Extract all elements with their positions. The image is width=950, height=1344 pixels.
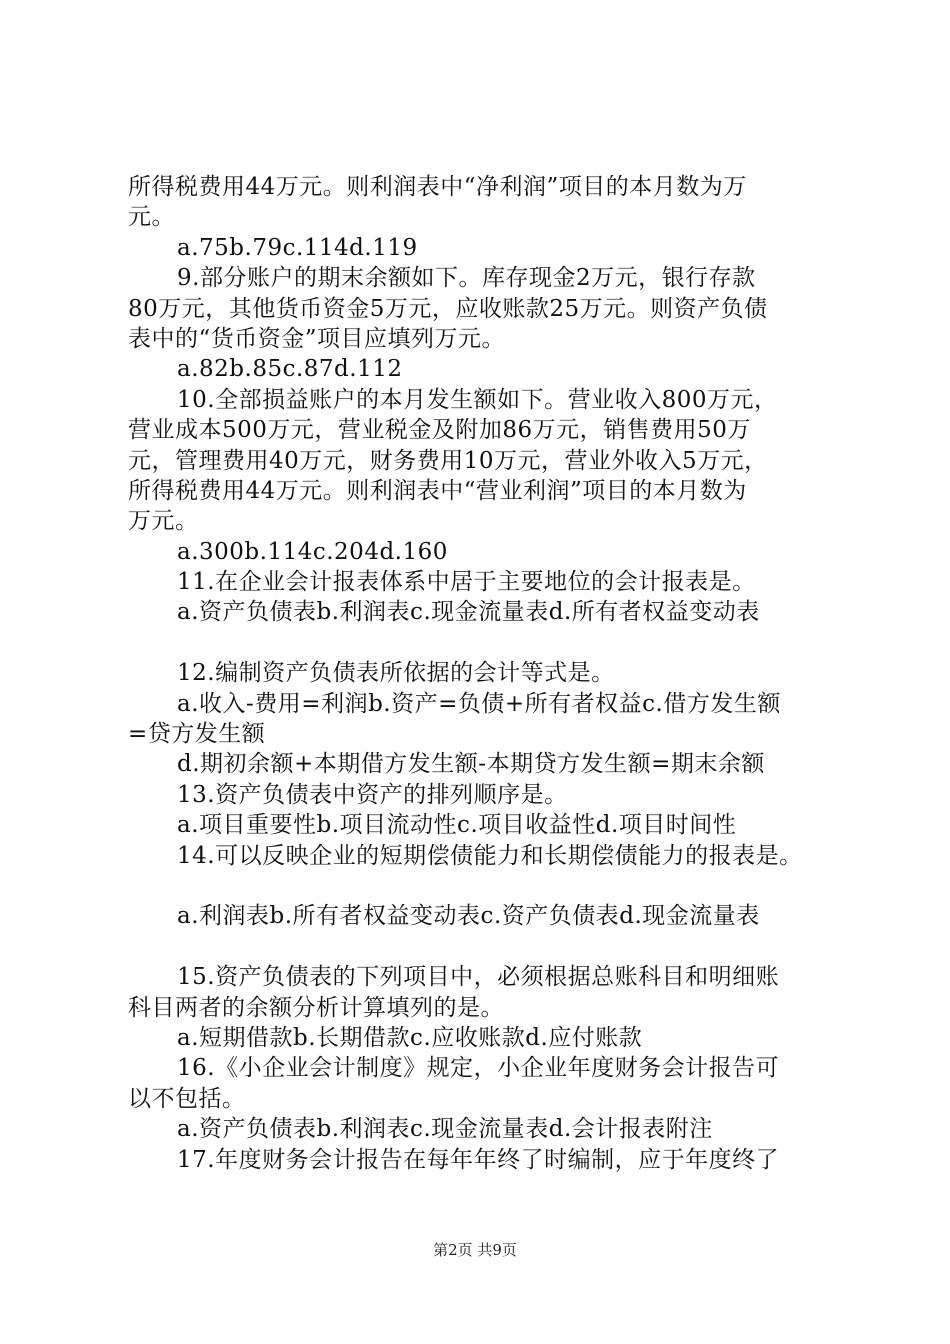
text-line: =贷方发生额: [128, 721, 266, 748]
answer-options: a.82b.85c.87d.112: [177, 356, 403, 383]
answer-options: a.收入-费用=利润b.资产=负债+所有者权益c.借方发生额: [177, 690, 781, 717]
page-number: 第2页 共9页: [433, 1241, 517, 1259]
question-10: 10.全部损益账户的本月发生额如下。营业收入800万元，: [177, 386, 778, 413]
question-14: 14.可以反映企业的短期偿债能力和长期偿债能力的报表是。: [177, 842, 803, 869]
answer-options: a.项目重要性b.项目流动性c.项目收益性d.项目时间性: [177, 812, 737, 839]
answer-options: a.资产负债表b.利润表c.现金流量表d.所有者权益变动表: [177, 599, 760, 626]
text-line: 80万元，其他货币资金5万元，应收账款25万元。则资产负债: [128, 295, 768, 322]
document-body: [128, 172, 838, 1175]
question-15: 15.资产负债表的下列项目中，必须根据总账科目和明细账: [177, 964, 780, 991]
text-line: 万元。: [128, 508, 199, 535]
answer-options: a.75b.79c.114d.119: [177, 234, 418, 261]
question-11: 11.在企业会计报表体系中居于主要地位的会计报表是。: [177, 569, 756, 596]
text-line: 元。: [128, 204, 175, 231]
question-9: 9.部分账户的期末余额如下。库存现金2万元，银行存款: [177, 265, 756, 292]
text-line: 营业成本500万元，营业税金及附加86万元，销售费用50万: [128, 417, 751, 444]
text-line: 所得税费用44万元。则利润表中“净利润”项目的本月数为万: [128, 174, 747, 200]
text-line: 表中的“货币资金”项目应填列万元。: [128, 325, 506, 352]
answer-options: d.期初余额+本期借方发生额-本期贷方发生额=期末余额: [177, 751, 765, 778]
question-17: 17.年度财务会计报告在每年年终了时编制，应于年度终了: [177, 1146, 780, 1173]
text-line: 元，管理费用40万元，财务费用10万元，营业外收入5万元，: [128, 447, 768, 474]
blank-line: [128, 932, 838, 962]
question-12: 12.编制资产负债表所依据的会计等式是。: [177, 660, 615, 687]
text-line: 所得税费用44万元。则利润表中“营业利润”项目的本月数为: [128, 477, 747, 504]
text-line: 科目两者的余额分析计算填列的是。: [128, 994, 504, 1021]
answer-options: a.短期借款b.长期借款c.应收账款d.应付账款: [177, 1024, 643, 1051]
blank-line: [128, 628, 838, 658]
answer-options: a.资产负债表b.利润表c.现金流量表d.会计报表附注: [177, 1116, 713, 1143]
question-13: 13.资产负债表中资产的排列顺序是。: [177, 781, 568, 808]
question-16: 16.《小企业会计制度》规定，小企业年度财务会计报告可: [177, 1055, 780, 1082]
answer-options: a.300b.114c.204d.160: [177, 538, 448, 565]
answer-options: a.利润表b.所有者权益变动表c.资产负债表d.现金流量表: [177, 903, 760, 930]
blank-line: [128, 871, 838, 901]
text-line: 以不包括。: [128, 1085, 246, 1112]
